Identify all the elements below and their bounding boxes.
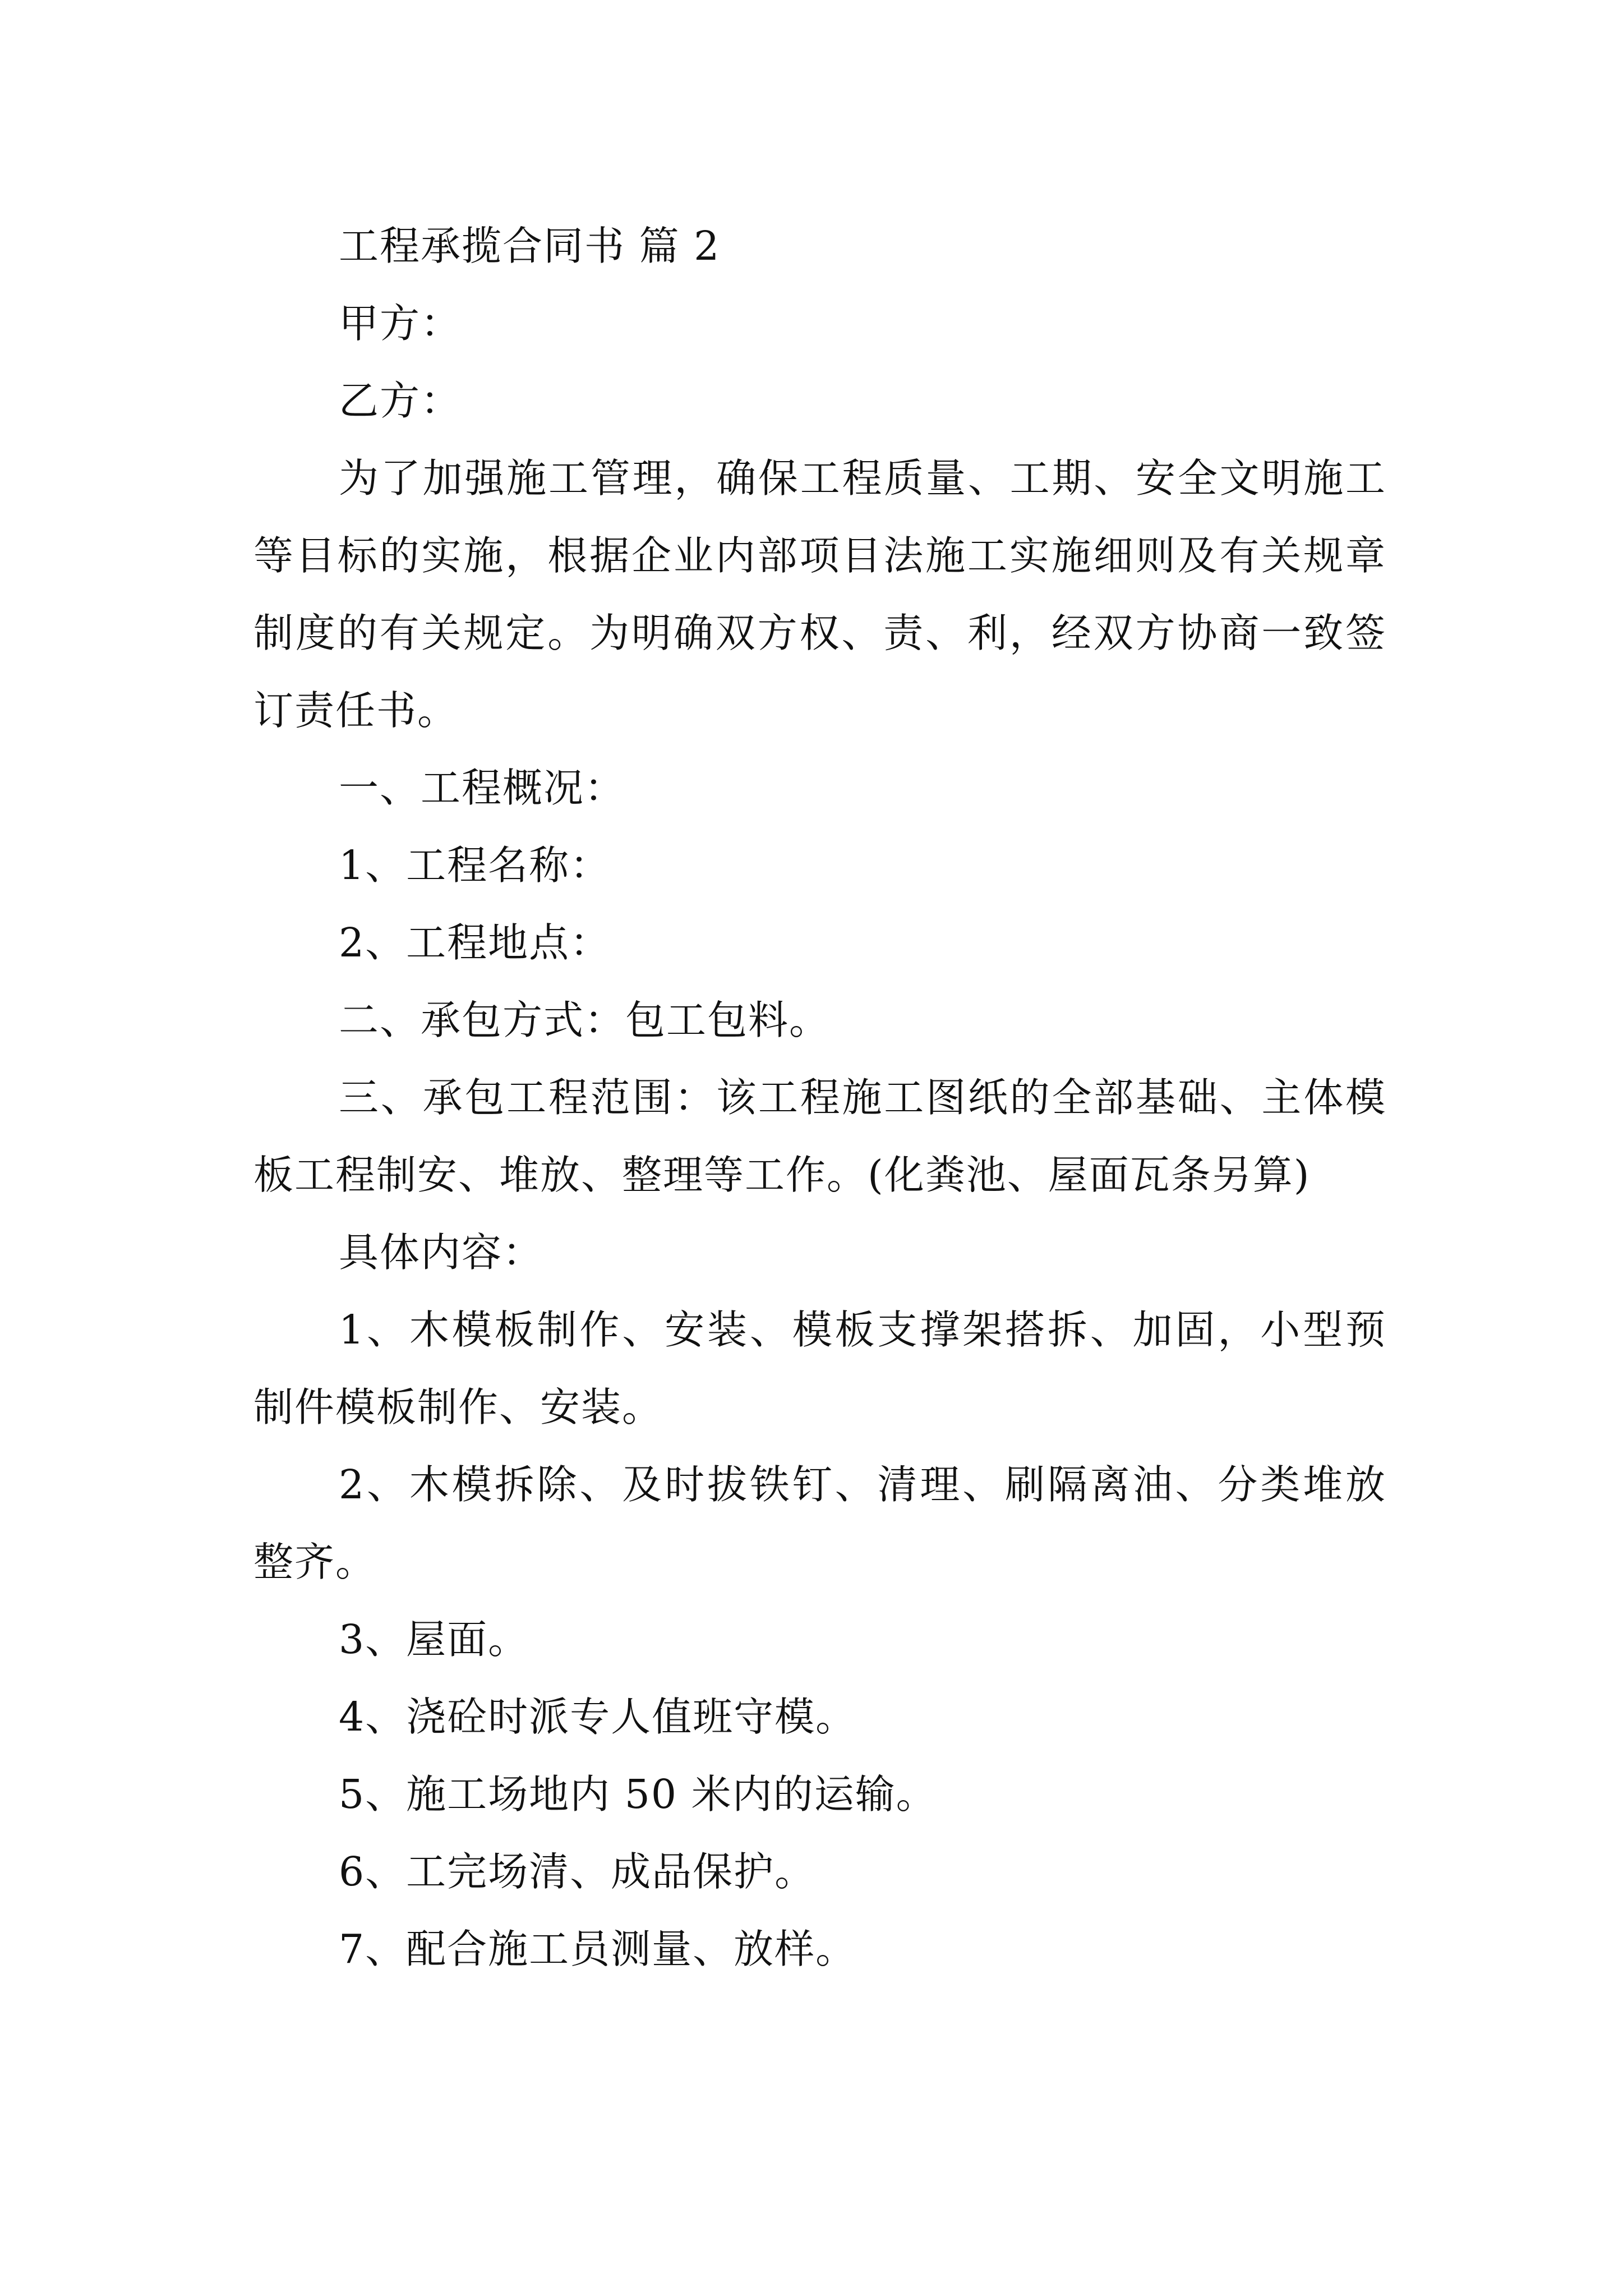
detail-item-2: 2、木模拆除、及时拔铁钉、清理、刷隔离油、分类堆放整齐。 bbox=[253, 1461, 1386, 1585]
details-heading: 具体内容： bbox=[339, 1229, 544, 1276]
intro-paragraph: 为了加强施工管理，确保工程质量、工期、安全文明施工等目标的实施，根据企业内部项目法施工实施细则及有关规章制度的有关规定。为明确双方权、责、利，经双方协商一致签订责任书。 bbox=[253, 455, 1386, 734]
party-b-line: 乙方： bbox=[339, 378, 462, 424]
project-name-line: 1、工程名称： bbox=[339, 842, 611, 889]
detail-item-4: 4、浇砼时派专人值班守模。 bbox=[339, 1694, 857, 1740]
detail-item-1: 1、木模板制作、安装、模板支撑架搭拆、加固，小型预制件模板制作、安装。 bbox=[253, 1306, 1386, 1430]
document-title: 工程承揽合同书 篇 2 bbox=[339, 223, 721, 269]
detail-item-6: 6、工完场清、成品保护。 bbox=[339, 1848, 816, 1895]
detail-item-3: 3、屋面。 bbox=[339, 1616, 529, 1663]
section-heading-overview: 一、工程概况： bbox=[339, 765, 626, 811]
section-contract-scope: 三、承包工程范围：该工程施工图纸的全部基础、主体模板工程制安、堆放、整理等工作。(化粪池、屋面瓦条另算) bbox=[253, 1074, 1386, 1198]
detail-item-7: 7、配合施工员测量、放样。 bbox=[339, 1926, 857, 1972]
section-contract-method: 二、承包方式：包工包料。 bbox=[339, 997, 831, 1043]
document-body bbox=[253, 208, 1386, 1988]
party-a-line: 甲方： bbox=[339, 300, 462, 347]
detail-item-5: 5、施工场地内 50 米内的运输。 bbox=[339, 1771, 937, 1818]
project-location-line: 2、工程地点： bbox=[339, 919, 611, 966]
